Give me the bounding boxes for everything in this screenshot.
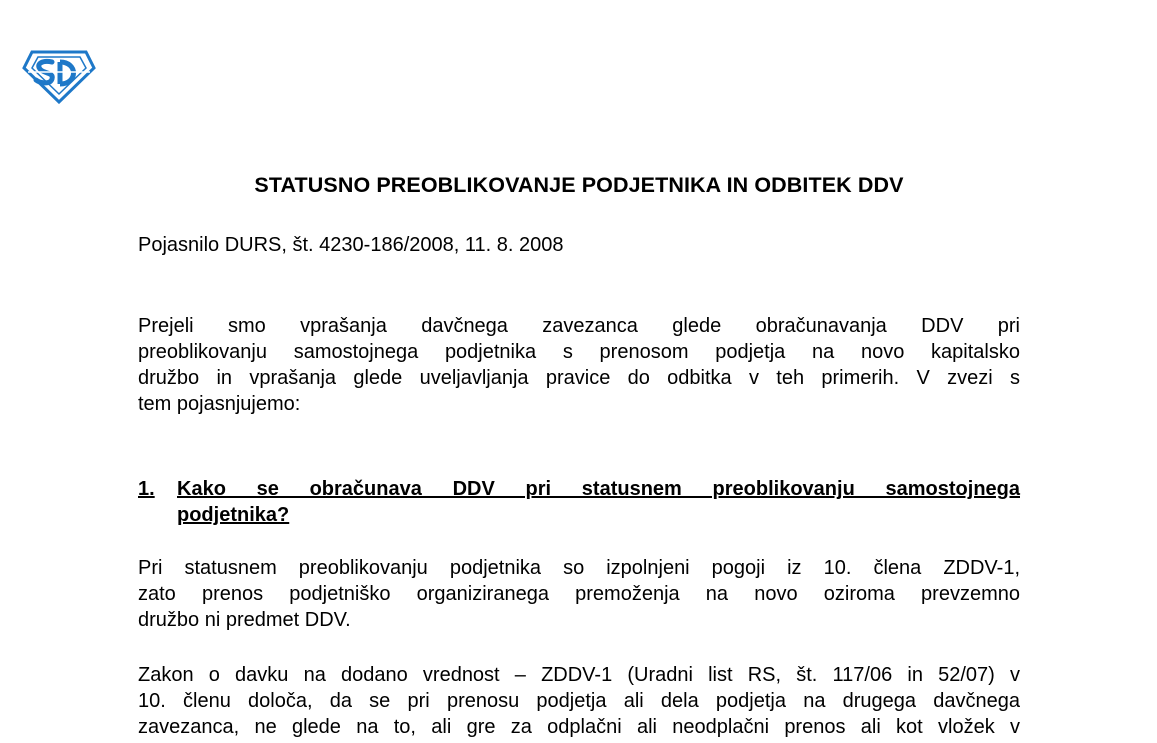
paragraph-line: družbo in vprašanja glede uveljavljanja pravice do odbitka v teh primerih. V zvezi s bbox=[138, 367, 1020, 389]
paragraph-line: Zakon o davku na dodano vrednost – ZDDV-1 (Uradni list RS, št. 117/06 in 52/07) v bbox=[138, 664, 1020, 686]
section-number: 1. bbox=[138, 478, 155, 500]
section-heading-text bbox=[177, 476, 1020, 528]
paragraph-line: 10. členu določa, da se pri prenosu podjetja ali dela podjetja na drugega davčnega bbox=[138, 690, 1020, 712]
paragraph-line: zavezanca, ne glede na to, ali gre za odplačni ali neodplačni prenos ali kot vložek v bbox=[138, 716, 1020, 738]
paragraph-line: družbo ni predmet DDV. bbox=[138, 609, 351, 631]
body-paragraph bbox=[138, 662, 1020, 740]
body-paragraph bbox=[138, 555, 1020, 633]
document-reference: Pojasnilo DURS, št. 4230-186/2008, 11. 8. 2008 bbox=[138, 234, 564, 256]
sd-diamond-logo-icon bbox=[22, 50, 96, 104]
paragraph-line: Prejeli smo vprašanja davčnega zavezanca glede obračunavanja DDV pri bbox=[138, 315, 1020, 337]
paragraph-line: preoblikovanju samostojnega podjetnika s prenosom podjetja na novo kapitalsko bbox=[138, 341, 1020, 363]
paragraph-line: tem pojasnjujemo: bbox=[138, 393, 301, 415]
paragraph-line: Pri statusnem preoblikovanju podjetnika so izpolnjeni pogoji iz 10. člena ZDDV-1, bbox=[138, 557, 1020, 579]
document-title: STATUSNO PREOBLIKOVANJE PODJETNIKA IN ODBITEK DDV bbox=[254, 173, 904, 197]
heading-line: Kako se obračunava DDV pri statusnem preoblikovanju samostojnega bbox=[177, 478, 1020, 500]
heading-line: podjetnika? bbox=[177, 504, 290, 526]
intro-paragraph bbox=[138, 313, 1020, 417]
company-logo bbox=[22, 50, 96, 104]
section-heading bbox=[138, 476, 1020, 528]
paragraph-line: zato prenos podjetniško organiziranega premoženja na novo oziroma prevzemno bbox=[138, 583, 1020, 605]
